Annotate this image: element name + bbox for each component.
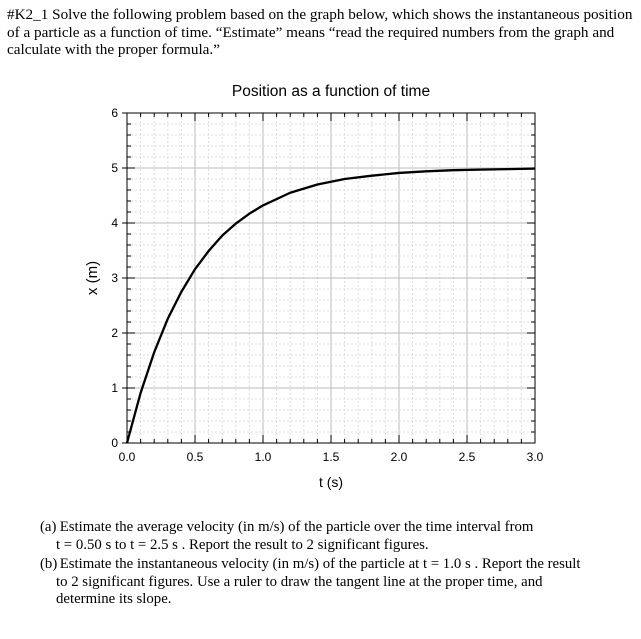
y-tick-label: 4 bbox=[111, 216, 118, 230]
question-b-label: (b) bbox=[40, 556, 58, 572]
y-tick-label: 0 bbox=[111, 436, 118, 450]
question-b-line1: Estimate the instantaneous velocity (in m/s) of the particle at t = 1.0 s . Report the result bbox=[59, 556, 581, 572]
x-tick-label: 3.0 bbox=[526, 450, 544, 464]
problem-intro: #K2_1 Solve the following problem based on the graph below, which shows the instantaneous position of a particle as a function of time. “Estimate” means “read the required numbers from the graph and calculate with the proper formula.” bbox=[7, 6, 633, 58]
x-tick-label: 1.0 bbox=[254, 450, 272, 464]
question-b-line3: determine its slope. bbox=[56, 591, 172, 607]
y-tick-label: 1 bbox=[111, 381, 118, 395]
question-b-line2: to 2 significant figures. Use a ruler to draw the tangent line at the proper time, and bbox=[56, 573, 543, 590]
question-b bbox=[40, 556, 630, 609]
position-time-chart bbox=[0, 70, 641, 510]
y-tick-label: 2 bbox=[111, 326, 118, 340]
x-tick-label: 0.0 bbox=[118, 450, 136, 464]
y-tick-label: 3 bbox=[111, 271, 118, 285]
y-tick-label: 6 bbox=[111, 106, 118, 120]
x-tick-label: 2.5 bbox=[458, 450, 476, 464]
question-a-line1: Estimate the average velocity (in m/s) of the particle over the time interval from bbox=[59, 519, 534, 535]
y-tick-label: 5 bbox=[111, 161, 118, 175]
x-tick-label: 2.0 bbox=[390, 450, 408, 464]
question-a-line2: t = 0.50 s to t = 2.5 s . Report the result to 2 significant figures. bbox=[56, 536, 429, 553]
question-a bbox=[40, 519, 630, 554]
chart-title: Position as a function of time bbox=[231, 83, 431, 100]
x-axis-label: t (s) bbox=[318, 474, 344, 490]
y-axis-label: x (m) bbox=[84, 260, 101, 296]
x-tick-label: 0.5 bbox=[186, 450, 204, 464]
x-tick-label: 1.5 bbox=[322, 450, 340, 464]
question-a-label: (a) bbox=[40, 519, 57, 535]
